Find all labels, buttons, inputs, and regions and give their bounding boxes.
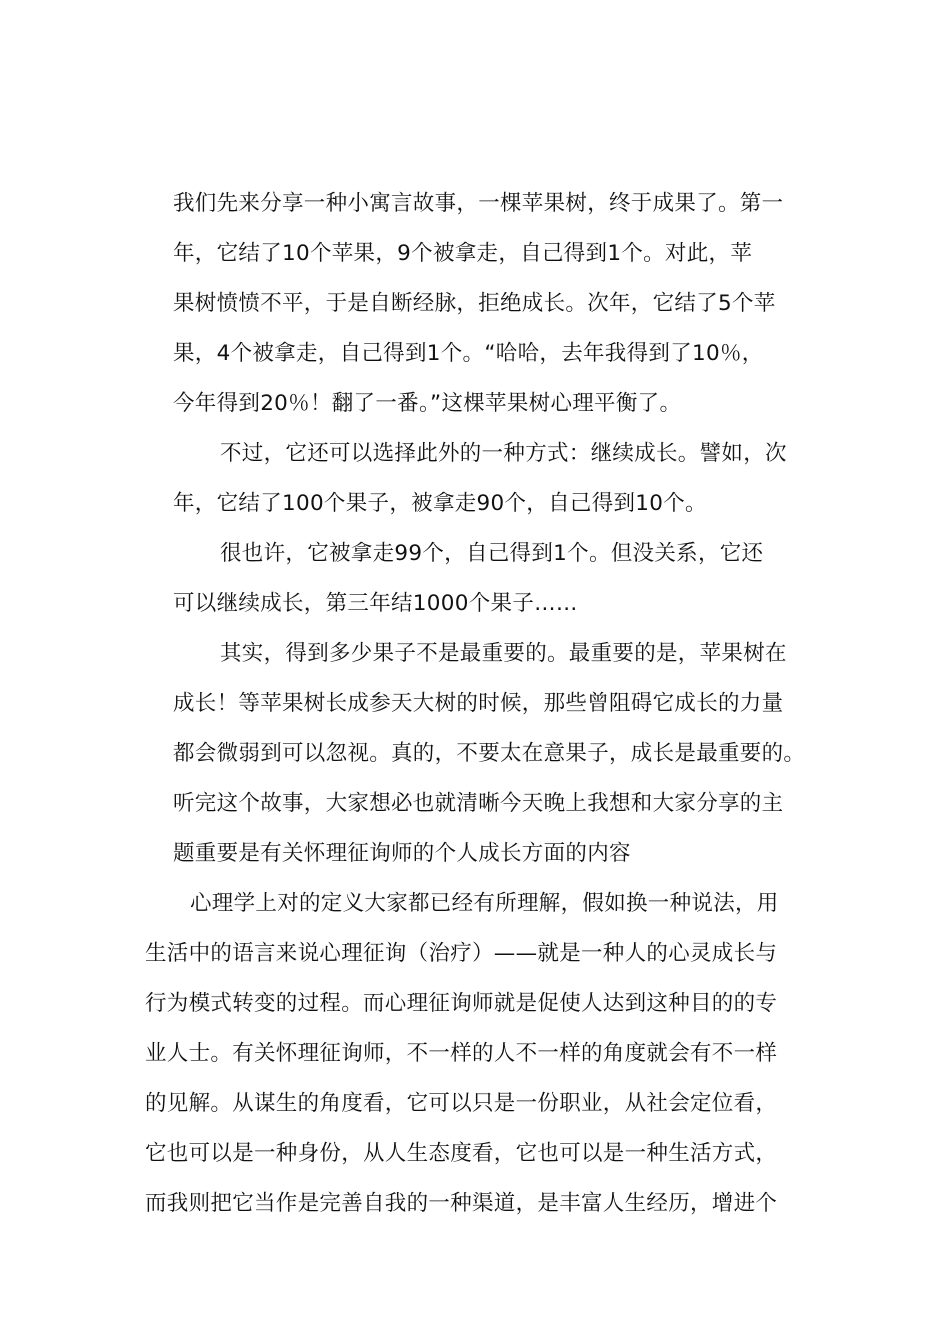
text-line: 生活中的语言来说心理征询（治疗）——就是一种人的心灵成长与 [145, 941, 778, 966]
paragraph-first-line: 不过，它还可以选择此外的一种方式：继续成长。譬如，次 [220, 441, 787, 466]
counselor-section [145, 879, 825, 1229]
text-line: 它也可以是一种身份，从人生态度看，它也可以是一种生活方式， [145, 1141, 778, 1166]
text-line: 可以继续成长，第三年结1000个果子…… [173, 591, 578, 616]
text-line: 年，它结了100个果子，被拿走90个，自己得到10个。 [173, 491, 707, 516]
paragraph-first-line: 很也许，它被拿走99个，自己得到1个。但没关系，它还 [220, 541, 764, 566]
text-line: 听完这个故事，大家想必也就清晰今天晚上我想和大家分享的主 [173, 791, 784, 816]
paragraph-first-line: 其实，得到多少果子不是最重要的。最重要的是，苹果树在 [220, 641, 787, 666]
text-line: 题重要是有关怀理征询师的个人成长方面的内容 [173, 841, 631, 866]
text-line: 今年得到20％！翻了一番。”这棵苹果树心理平衡了。 [173, 391, 682, 416]
text-line: 行为模式转变的过程。而心理征询师就是促使人达到这种目的的专 [145, 991, 778, 1016]
paragraph-first-line: 心理学上对的定义大家都已经有所理解，假如换一种说法，用 [190, 891, 779, 916]
text-line: 果，4个被拿走，自己得到1个。“哈哈，去年我得到了10％， [173, 341, 764, 366]
text-line: 果树愤愤不平，于是自断经脉，拒绝成长。次年，它结了5个苹 [173, 291, 776, 316]
text-line: 业人士。有关怀理征询师，不一样的人不一样的角度就会有不一样 [145, 1041, 778, 1066]
text-line: 的见解。从谋生的角度看，它可以只是一份职业，从社会定位看， [145, 1091, 778, 1116]
text-line: 年，它结了10个苹果，9个被拿走，自己得到1个。对此，苹 [173, 241, 753, 266]
text-line: 都会微弱到可以忽视。真的，不要太在意果子，成长是最重要的。 [173, 741, 806, 766]
text-line: 成长！等苹果树长成参天大树的时候，那些曾阻碍它成长的力量 [173, 691, 784, 716]
text-line: 我们先来分享一种小寓言故事，一棵苹果树，终于成果了。第一 [173, 191, 784, 216]
text-line: 而我则把它当作是完善自我的一种渠道，是丰富人生经历，增进个 [145, 1191, 778, 1216]
fable-section [173, 179, 823, 879]
